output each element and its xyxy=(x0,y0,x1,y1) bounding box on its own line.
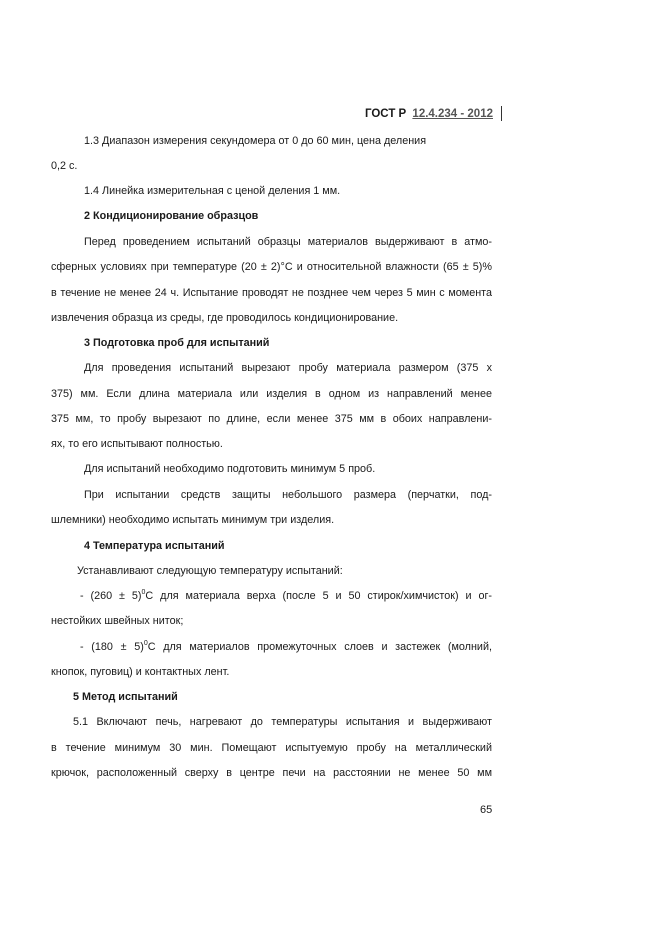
paragraph-line: 375) мм. Если длина материала или изделия в одном из направлений менее xyxy=(51,388,492,400)
paragraph-line: крючок, расположенный сверху в центре печи на расстоянии не менее 50 мм xyxy=(51,767,492,779)
paragraph-line: 1.3 Диапазон измерения секундомера от 0 до 60 мин, цена деления xyxy=(84,135,427,147)
temperature-item-line xyxy=(80,641,492,654)
section-heading: 5 Метод испытаний xyxy=(73,691,178,703)
temperature-value: - (180 ± 5) xyxy=(80,641,144,653)
paragraph-line: извлечения образца из среды, где проводилось кондиционирование. xyxy=(51,312,399,324)
page-number: 65 xyxy=(480,804,493,816)
degree-superscript: 0 xyxy=(143,640,148,647)
paragraph-line: Для проведения испытаний вырезают пробу материала размером (375 х xyxy=(84,362,492,374)
paragraph-line: в течение минимум 30 мин. Помещают испытуемую пробу на металлический xyxy=(51,742,492,754)
section-heading: 2 Кондиционирование образцов xyxy=(84,210,259,222)
standard-label: ГОСТ Р xyxy=(364,108,407,120)
paragraph-line: ях, то его испытывают полностью. xyxy=(51,438,223,450)
paragraph-line: Перед проведением испытаний образцы материалов выдерживают в атмо- xyxy=(84,236,492,248)
paragraph-line: 375 мм, то пробу вырезают по длине, если менее 375 мм в обоих направлени- xyxy=(51,413,492,425)
temperature-item-line xyxy=(80,590,492,603)
header-divider xyxy=(501,106,502,121)
page-header xyxy=(365,108,493,120)
degree-superscript: 0 xyxy=(141,589,146,596)
temperature-text: С для материалов промежуточных слоев и застежек (молний, xyxy=(147,641,492,653)
standard-number: 12.4.234 - 2012 xyxy=(412,108,493,120)
paragraph-line: 5.1 Включают печь, нагревают до температуры испытания и выдерживают xyxy=(73,716,492,728)
temperature-value: - (260 ± 5) xyxy=(80,590,142,602)
paragraph-line: в течение не менее 24 ч. Испытание проводят не позднее чем через 5 мин с момента xyxy=(51,287,492,299)
paragraph-line: Устанавливают следующую температуру испытаний: xyxy=(77,565,343,577)
paragraph-line: 1.4 Линейка измерительная с ценой деления 1 мм. xyxy=(84,185,341,197)
paragraph-line: кнопок, пуговиц) и контактных лент. xyxy=(51,666,230,678)
section-heading: 4 Температура испытаний xyxy=(84,540,225,552)
paragraph-line: При испытании средств защиты небольшого размера (перчатки, под- xyxy=(84,489,492,501)
section-heading: 3 Подготовка проб для испытаний xyxy=(84,337,270,349)
paragraph-line: Для испытаний необходимо подготовить минимум 5 проб. xyxy=(84,463,376,475)
paragraph-line: шлемники) необходимо испытать минимум три изделия. xyxy=(51,514,335,526)
paragraph-line: сферных условиях при температуре (20 ± 2)°С и относительной влажности (65 ± 5)% xyxy=(51,261,492,273)
paragraph-line: 0,2 с. xyxy=(51,160,78,172)
paragraph-line: нестойких швейных ниток; xyxy=(51,615,184,627)
temperature-text: С для материала верха (после 5 и 50 стирок/химчисток) и ог- xyxy=(145,590,492,602)
